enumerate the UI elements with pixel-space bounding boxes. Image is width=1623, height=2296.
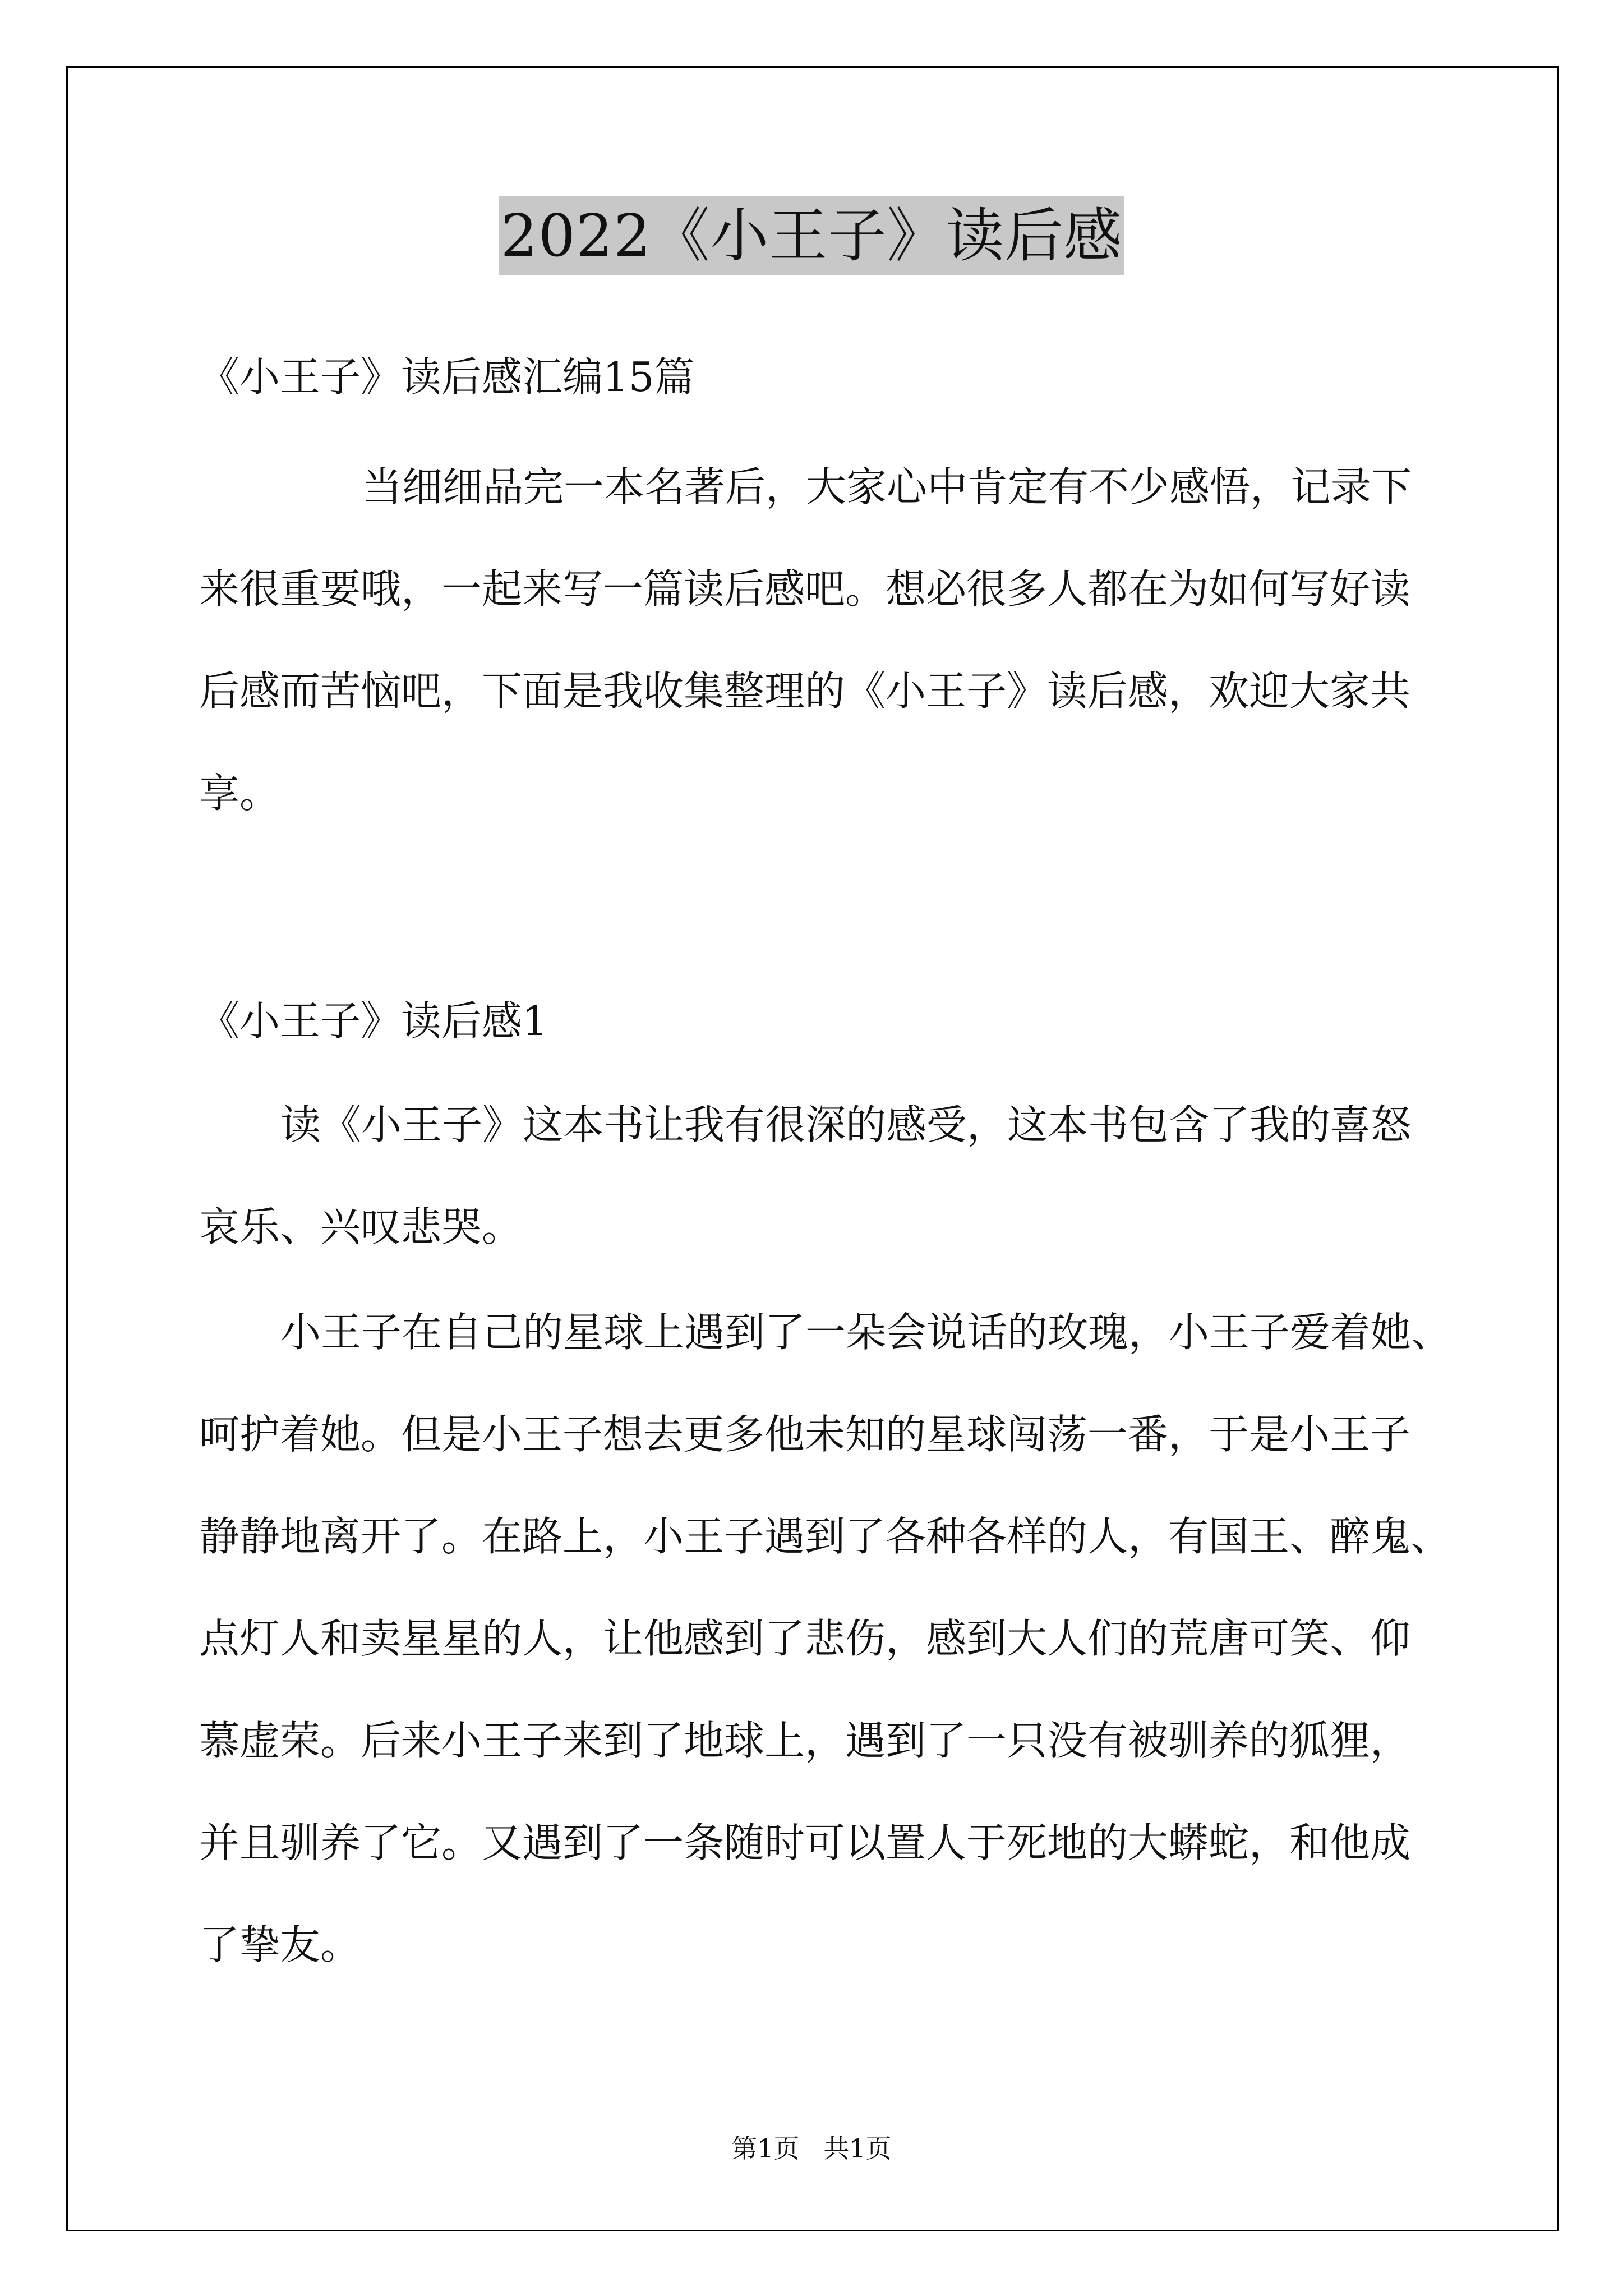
paragraph-line: 小王子在自己的星球上遇到了一朵会说话的玫瑰，小王子爱着她、 [280, 1309, 1452, 1356]
page-footer [0, 2132, 1623, 2165]
paragraph-line: 静静地离开了。在路上，小王子遇到了各种各样的人，有国王、醉鬼、 [199, 1513, 1451, 1560]
paragraph-line: 并且驯养了它。又遇到了一条随时可以置人于死地的大蟒蛇，和他成 [199, 1819, 1411, 1866]
paragraph-line: 慕虚荣。后来小王子来到了地球上，遇到了一只没有被驯养的狐狸， [199, 1717, 1411, 1764]
document-title: 2022《小王子》读后感 [499, 196, 1125, 275]
paragraph-line: 读《小王子》这本书让我有很深的感受，这本书包含了我的喜怒 [280, 1101, 1412, 1148]
page-total: 共1页 [823, 2133, 892, 2164]
section-heading: 《小王子》读后感1 [199, 997, 548, 1045]
paragraph-line: 呵护着她。但是小王子想去更多他未知的星球闯荡一番，于是小王子 [199, 1411, 1411, 1458]
title-container [0, 196, 1623, 275]
intro-line: 当细细品完一本名著后，大家心中肯定有不少感悟，记录下 [362, 463, 1412, 510]
page-number: 第1页 [731, 2133, 800, 2164]
intro-line: 享。 [199, 770, 280, 817]
paragraph-line: 哀乐、兴叹悲哭。 [199, 1203, 523, 1250]
paragraph-line: 了挚友。 [199, 1921, 361, 1968]
paragraph-line: 点灯人和卖星星的人，让他感到了悲伤，感到大人们的荒唐可笑、仰 [199, 1615, 1411, 1662]
intro-line: 来很重要哦，一起来写一篇读后感吧。想必很多人都在为如何写好读 [199, 565, 1411, 613]
intro-line: 后感而苦恼吧，下面是我收集整理的《小王子》读后感，欢迎大家共 [199, 668, 1411, 715]
document-subtitle: 《小王子》读后感汇编15篇 [199, 353, 695, 401]
